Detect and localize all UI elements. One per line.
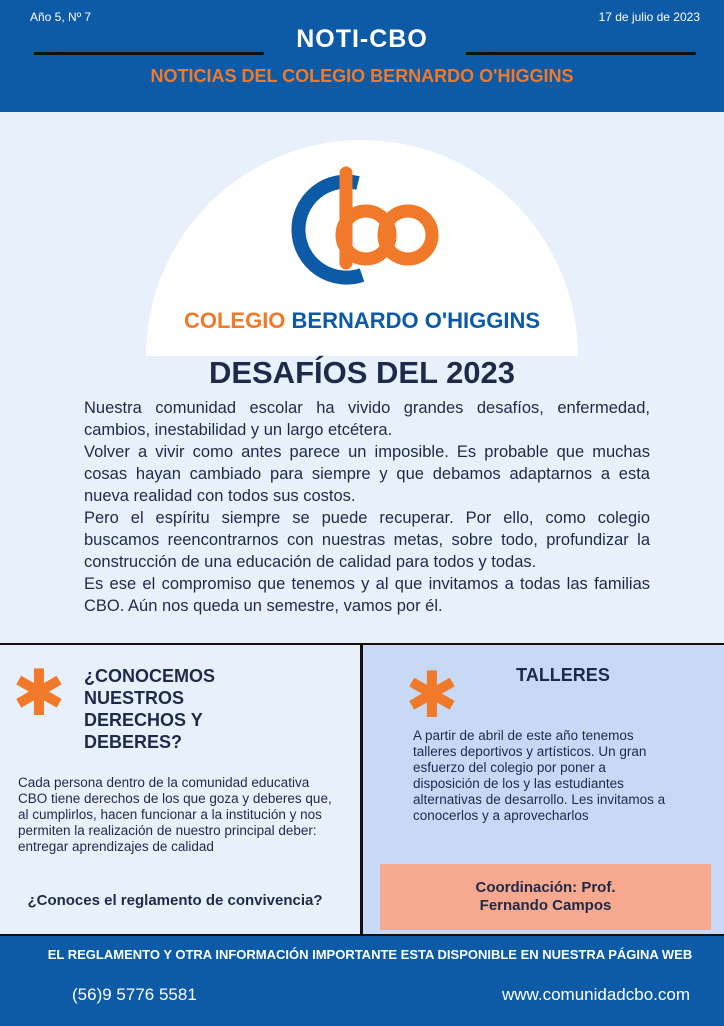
rights-duties-text: Cada persona dentro de la comunidad educativa CBO tiene derechos de los que goza y deberes que, al cumplirlos, hacen funcionar a la institución y nos permiten la realización de nuestro principal deber: entregar aprendizajes de calidad [18,775,332,854]
issue-date: 17 de julio de 2023 [598,10,700,24]
coordination-box [380,864,711,930]
workshops-text: A partir de abril de este año tenemos talleres deportivos y artísticos. Un gran esfuerzo del colegio por poner a disposición de los y las estudiantes alternativas de desarrollo. Les invitamos a conocerlos y a aprovecharlos [413,728,666,823]
school-name [146,308,578,334]
article-paragraph: Pero el espíritu siempre se puede recuperar. Por ello, como colegio buscamos reencontrarnos con nuestras metas, sobre todo, profundizar la construcción de una educación de calidad para todos y todas. [84,509,650,571]
asterisk-icon: ✱ [405,659,459,731]
header-banner [0,0,724,112]
coordination-line2: Fernando Campos [479,897,612,914]
rights-duties-box [0,645,363,936]
main-article [84,397,650,617]
article-paragraph: Volver a vivir como antes parece un imposible. Es probable que muchas cosas hayan cambiado para siempre y que debamos adaptarnos a esta nueva realidad con todos sus costos. [84,443,650,505]
regulation-question: ¿Conoces el reglamento de convivencia? [27,892,323,909]
contact-phone: (56)9 5776 5581 [72,985,197,1004]
asterisk-icon: ✱ [12,657,66,729]
article-paragraph: Nuestra comunidad escolar ha vivido grandes desafíos, enfermedad, cambios, inestabilidad y un largo etcétera. [84,399,650,439]
coordination-line1: Coordinación: Prof. [475,879,616,896]
footer-banner [0,934,724,1026]
newsletter-title: NOTI-CBO [296,25,428,53]
main-heading: DESAFÍOS DEL 2023 [208,355,516,390]
cbo-logo [290,165,440,285]
footer-notice: EL REGLAMENTO Y OTRA INFORMACIÓN IMPORTANTE ESTA DISPONIBLE EN NUESTRA PÁGINA WEB [47,947,693,962]
website-link[interactable]: www.comunidadcbo.com [501,985,690,1004]
school-name-part1: COLEGIO [183,308,286,333]
article-paragraph: Es ese el compromiso que tenemos y al que invitamos a todas las familias CBO. Aún nos queda un semestre, vamos por él. [84,575,650,615]
newsletter-subtitle: NOTICIAS DEL COLEGIO BERNARDO O'HIGGINS [150,66,574,86]
workshops-box [363,645,724,936]
school-name-part2: BERNARDO O'HIGGINS [291,308,541,333]
issue-number: Año 5, Nº 7 [30,10,92,24]
rights-duties-heading: ¿CONOCEMOS NUESTROS DERECHOS Y DEBERES? [84,666,216,752]
info-boxes [0,643,724,936]
workshops-heading: TALLERES [516,665,610,685]
